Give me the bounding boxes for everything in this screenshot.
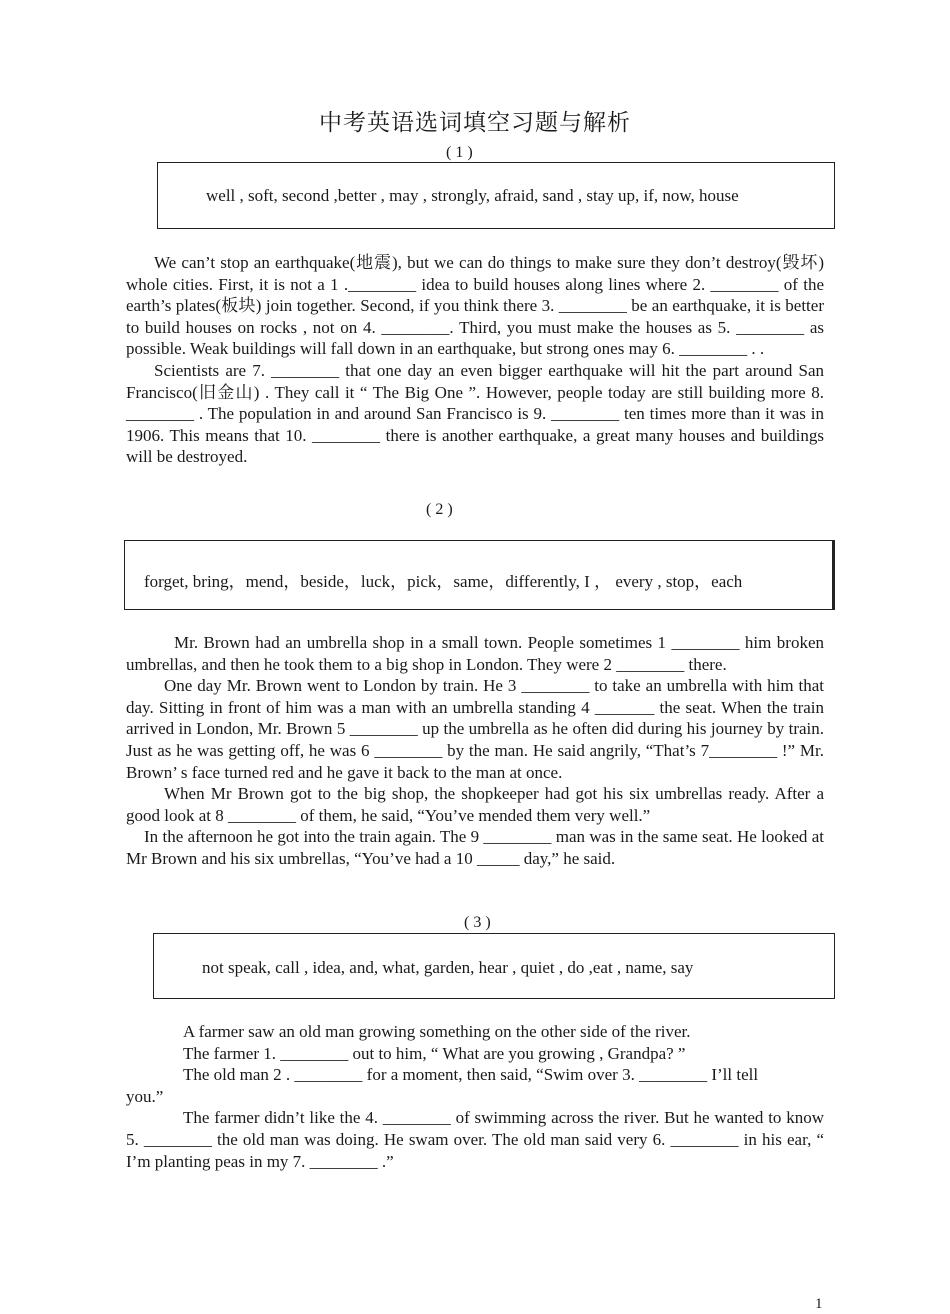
paragraph: When Mr Brown got to the big shop, the shopkeeper had got his six umbrellas ready. After a good look at 8 ________ of them, he said, “You’ve mended them very well.” (126, 784, 824, 825)
passage (126, 632, 824, 870)
paragraph: Mr. Brown had an umbrella shop in a small town. People sometimes 1 ________ him broken umbrellas, and then he took them to a big shop in London. They were 2 ________ there. (126, 633, 824, 674)
paragraph: The old man 2 . ________ for a moment, then said, “Swim over 3. ________ I’ll tell (183, 1065, 759, 1085)
page-title: 中考英语选词填空习题与解析 (319, 110, 631, 136)
paragraph: Scientists are 7. ________ that one day an even bigger earthquake will hit the part around San Francisco(旧金山) . They call it “ The Big One ”. However, people today are still building more 8. ________ . The population in and around San Francisco is 9. ________ ten times more than it was in 1906. This means that 10. ________ there is another earthquake, a great many houses and buildings will be destroyed. (126, 360, 824, 467)
passage (126, 1021, 824, 1172)
section-number: ( 3 ) (464, 914, 491, 931)
word-bank: well , soft, second ,better , may , strongly, afraid, sand , stay up, if, now, house (206, 186, 739, 205)
page-number: 1 (815, 1296, 823, 1312)
paragraph: In the afternoon he got into the train again. The 9 ________ man was in the same seat. He looked at Mr Brown and his six umbrellas, “You’ve had a 10 _____ day,” he said. (126, 827, 824, 868)
paragraph: A farmer saw an old man growing something on the other side of the river. (183, 1022, 691, 1041)
section-number: ( 1 ) (446, 144, 473, 161)
passage (126, 252, 824, 468)
paragraph: you.” (126, 1086, 164, 1106)
section-number: ( 2 ) (426, 501, 453, 518)
paragraph: We can’t stop an earthquake(地震), but we can do things to make sure they don’t destroy(毁坏) whole cities. First, it is not a 1 .________ idea to build houses along lines where 2. ________ of the earth’s plates(板块) join together. Second, if you think there 3. ________ be an earthquake, it is better to build houses on rocks , not on 4. ________. Third, you must make the houses as 5. ________ as possible. Weak buildings will fall down in an earthquake, but strong ones may 6. ________ . . (126, 253, 824, 359)
paragraph: The farmer 1. ________ out to him, “ What are you growing , Grandpa? ” (183, 1043, 686, 1063)
word-bank-box (124, 540, 835, 610)
paragraph: One day Mr. Brown went to London by train. He 3 ________ to take an umbrella with him that day. Sitting in front of him was a man with an umbrella standing 4 _______ the seat. When the train arrived in London, Mr. Brown 5 ________ up the umbrella as he often did during his journey by train. Just as he was getting off, he was 6 ________ by the man. He said angrily, “That’s 7________ !” Mr. Brown’ s face turned red and he gave it back to the man at once. (126, 676, 824, 782)
paragraph: The farmer didn’t like the 4. ________ of swimming across the river. But he wanted to know 5. ________ the old man was doing. He swam over. The old man said very 6. ________ in his ear, “ I’m planting peas in my 7. ________ .” (126, 1108, 824, 1171)
word-bank-box (153, 933, 835, 999)
word-bank: not speak, call , idea, and, what, garden, hear , quiet , do ,eat , name, say (202, 958, 694, 977)
word-bank-box (157, 162, 835, 229)
word-bank: forget, bring，mend，beside，luck，pick，same，differently, I ， every , stop，each (144, 572, 743, 591)
